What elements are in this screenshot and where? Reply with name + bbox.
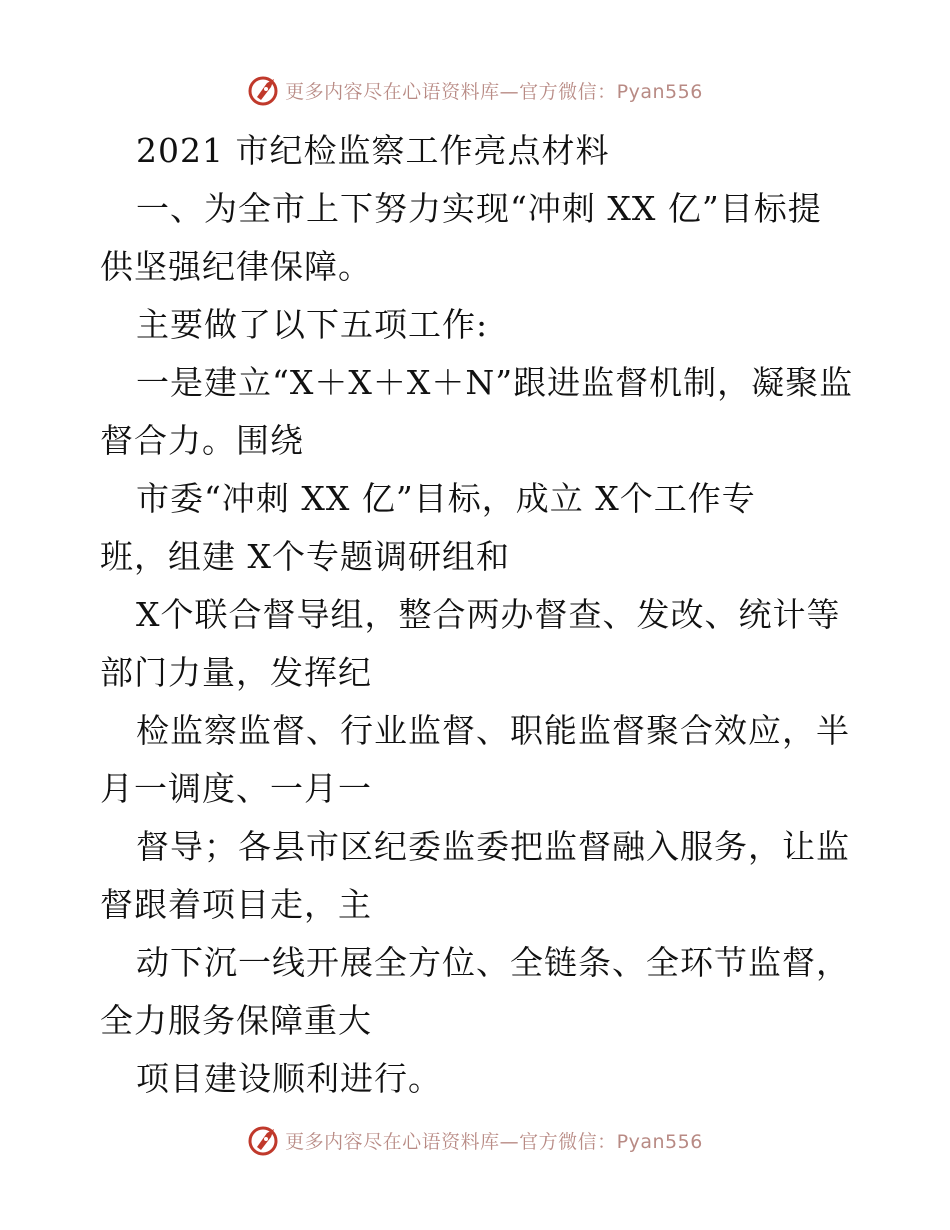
paragraph-line: 一、为全市上下努力实现“冲刺 XX 亿”目标提 bbox=[136, 189, 822, 228]
paragraph-line: 月一调度、一月一 bbox=[100, 769, 372, 808]
paragraph-line: 班，组建 X个专题调研组和 bbox=[100, 537, 510, 576]
pen-nib-logo-icon bbox=[247, 73, 281, 107]
header-watermark-banner bbox=[0, 70, 950, 110]
document-body bbox=[100, 122, 860, 1108]
paragraph-line: 督导；各县市区纪委监委把监督融入服务，让监 bbox=[136, 827, 850, 866]
footer-watermark-text: 更多内容尽在心语资料库—官方微信：Pyan556 bbox=[285, 1130, 703, 1153]
paragraph-line: 督跟着项目走，主 bbox=[100, 885, 372, 924]
paragraph-line: 项目建设顺利进行。 bbox=[136, 1059, 442, 1098]
paragraph-line: 主要做了以下五项工作: bbox=[136, 305, 489, 344]
paragraph-line: 督合力。围绕 bbox=[100, 421, 304, 460]
pen-nib-logo-icon bbox=[247, 1123, 281, 1157]
paragraph-line: 供坚强纪律保障。 bbox=[100, 247, 372, 286]
paragraph-line: X个联合督导组，整合两办督查、发改、统计等 bbox=[136, 595, 841, 634]
paragraph-line: 全力服务保障重大 bbox=[100, 1001, 372, 1040]
paragraph-line: 一是建立“X＋X＋X＋N”跟进监督机制，凝聚监 bbox=[136, 363, 854, 402]
footer-watermark-banner bbox=[0, 1120, 950, 1160]
paragraph-line: 检监察监督、行业监督、职能监督聚合效应，半 bbox=[136, 711, 850, 750]
header-watermark-text: 更多内容尽在心语资料库—官方微信：Pyan556 bbox=[285, 80, 703, 103]
paragraph-line: 市委“冲刺 XX 亿”目标，成立 X个工作专 bbox=[136, 479, 756, 518]
document-title: 2021 市纪检监察工作亮点材料 bbox=[136, 131, 610, 170]
paragraph-line: 动下沉一线开展全方位、全链条、全环节监督， bbox=[136, 943, 850, 982]
paragraph-line: 部门力量，发挥纪 bbox=[100, 653, 372, 692]
